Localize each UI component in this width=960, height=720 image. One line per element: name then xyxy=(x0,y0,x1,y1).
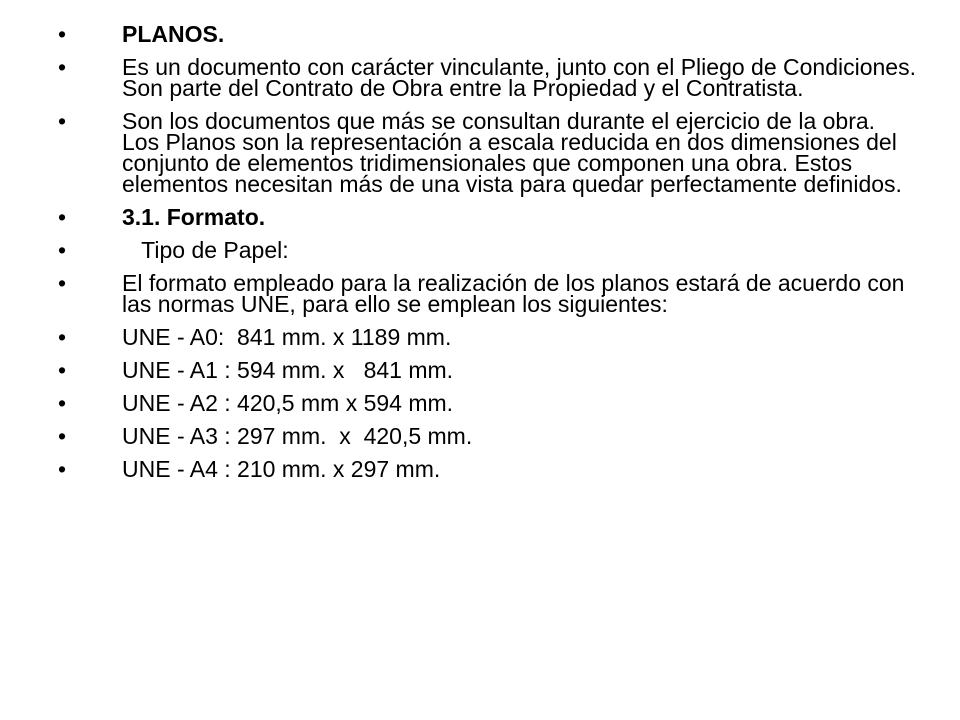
bullet-dot: • xyxy=(58,357,67,383)
bullet-dot: • xyxy=(58,21,67,47)
list-item-text: El formato empleado para la realización de los planos estará de acuerdo con las normas UNE, para ello se emplean los siguientes: xyxy=(122,270,911,317)
bullet-dot: • xyxy=(58,390,67,416)
list-item-text: 3.1. Formato. xyxy=(122,204,266,230)
list-item-format-a2 xyxy=(58,390,918,416)
list-item-text: UNE - A4 : 210 mm. x 297 mm. xyxy=(122,456,441,482)
list-item xyxy=(58,237,918,263)
list-item-text: PLANOS. xyxy=(122,21,225,47)
list-item-text: UNE - A0: 841 mm. x 1189 mm. xyxy=(122,324,452,350)
list-item-format-a1 xyxy=(58,357,918,383)
bullet-list xyxy=(58,21,923,492)
list-item-text: Es un documento con carácter vinculante, junto con el Pliego de Condiciones. Son parte del Contrato de Obra entre la Propiedad y el Contratista. xyxy=(122,54,923,101)
bullet-dot: • xyxy=(58,324,67,350)
bullet-dot: • xyxy=(58,54,67,80)
bullet-dot: • xyxy=(58,270,67,296)
list-item-heading-formato xyxy=(58,204,918,230)
list-item-format-a0 xyxy=(58,324,918,350)
bullet-dot: • xyxy=(58,204,67,230)
bullet-dot: • xyxy=(58,108,67,134)
list-item-text: UNE - A1 : 594 mm. x 841 mm. xyxy=(122,357,454,383)
bullet-dot: • xyxy=(58,423,67,449)
list-item-text: UNE - A2 : 420,5 mm x 594 mm. xyxy=(122,390,454,416)
list-item-text: Tipo de Papel: xyxy=(122,237,289,263)
list-item xyxy=(58,270,918,317)
list-item xyxy=(58,108,918,197)
list-item-text: Son los documentos que más se consultan durante el ejercicio de la obra. Los Planos son la representación a escala reducida en dos dimensiones del conjunto de elementos tridimensionales que componen una obra. Estos elementos necesitan más de una vista para quedar perfectamente definidos. xyxy=(122,108,904,197)
list-item-heading-planos xyxy=(58,21,918,47)
list-item-format-a4 xyxy=(58,456,918,482)
list-item xyxy=(58,54,923,101)
bullet-dot: • xyxy=(58,456,67,482)
list-item-text: UNE - A3 : 297 mm. x 420,5 mm. xyxy=(122,423,473,449)
bullet-dot: • xyxy=(58,237,67,263)
list-item-format-a3 xyxy=(58,423,918,449)
